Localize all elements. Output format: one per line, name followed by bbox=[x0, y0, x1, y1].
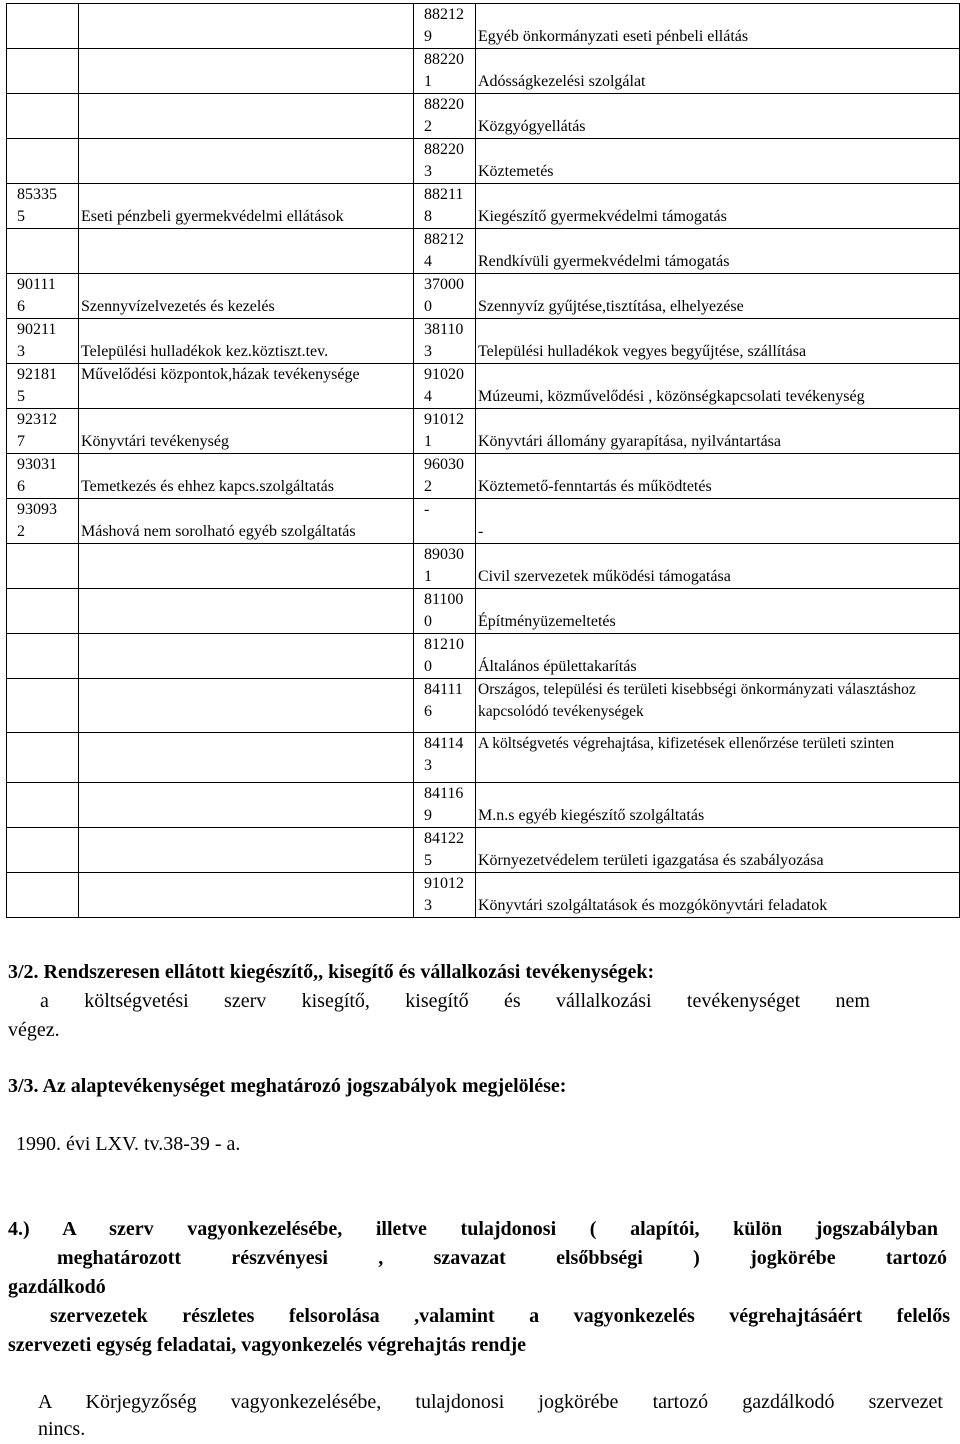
new-activity-desc-cell: M.n.s egyéb kiegészítő szolgáltatás bbox=[476, 783, 960, 828]
new-code-cell-part1: 88220 bbox=[424, 51, 464, 68]
old-activity-name-cell bbox=[79, 828, 414, 873]
old-code-cell bbox=[7, 544, 79, 589]
new-code-cell-part1: 84111 bbox=[424, 681, 463, 698]
old-code-cell-part2: 2 bbox=[17, 523, 25, 540]
table-row bbox=[7, 873, 960, 918]
new-activity-desc-cell: Könyvtári szolgáltatások és mozgókönyvtári feladatok bbox=[476, 873, 960, 918]
old-code-cell-part1: 92312 bbox=[17, 411, 57, 428]
old-activity-name-cell bbox=[79, 94, 414, 139]
old-code-cell bbox=[7, 4, 79, 49]
new-code-cell-part2: 9 bbox=[424, 28, 432, 45]
activity-codes-table bbox=[6, 3, 960, 918]
new-activity-desc-cell: Szennyvíz gyűjtése,tisztítása, elhelyezése bbox=[476, 274, 960, 319]
new-code-cell bbox=[414, 364, 476, 409]
new-code-cell bbox=[414, 184, 476, 229]
table-row bbox=[7, 634, 960, 679]
new-code-cell-part2: 2 bbox=[424, 118, 432, 135]
new-code-cell-part1: 88220 bbox=[424, 96, 464, 113]
new-code-cell-part2: - bbox=[424, 501, 430, 518]
old-activity-name-cell bbox=[79, 733, 414, 783]
new-code-cell-part1: 81210 bbox=[424, 636, 464, 653]
new-code-cell-part2: 3 bbox=[424, 757, 432, 774]
old-activity-name-cell: Könyvtári tevékenység bbox=[79, 409, 414, 454]
new-code-cell bbox=[414, 873, 476, 918]
new-code-cell-part1: 37000 bbox=[424, 276, 464, 293]
old-activity-name-cell bbox=[79, 544, 414, 589]
new-code-cell bbox=[414, 274, 476, 319]
old-code-cell bbox=[7, 634, 79, 679]
section-4-line1: 4.) A szerv vagyonkezelésébe, illetve tulajdonosi ( alapítói, külön jogszabályban bbox=[8, 1218, 938, 1240]
old-code-cell-part1: 90111 bbox=[17, 276, 56, 293]
table-row bbox=[7, 364, 960, 409]
old-activity-name-cell: Települési hulladékok kez.köztiszt.tev. bbox=[79, 319, 414, 364]
new-code-cell-part2: 5 bbox=[424, 852, 432, 869]
old-activity-name-cell bbox=[79, 873, 414, 918]
old-activity-name-cell: Temetkezés és ehhez kapcs.szolgáltatás bbox=[79, 454, 414, 499]
section-4-line4: szervezetek részletes felsorolása ,valamint a vagyonkezelés végrehajtásáért felelős bbox=[50, 1305, 950, 1327]
old-activity-name-cell bbox=[79, 634, 414, 679]
table-row bbox=[7, 783, 960, 828]
new-code-cell-part1: 84122 bbox=[424, 830, 464, 847]
section-4-line2: meghatározott részvényesi , szavazat elsőbbségi ) jogkörébe tartozó bbox=[57, 1247, 947, 1269]
table-row bbox=[7, 733, 960, 783]
new-code-cell-part2: 9 bbox=[424, 807, 432, 824]
new-activity-desc-cell: Egyéb önkormányzati eseti pénbeli ellátás bbox=[476, 4, 960, 49]
old-activity-name-cell bbox=[79, 679, 414, 733]
table-row bbox=[7, 454, 960, 499]
new-code-cell-part2: 0 bbox=[424, 613, 432, 630]
new-activity-desc-cell: Kiegészítő gyermekvédelmi támogatás bbox=[476, 184, 960, 229]
section-4-line5: szervezeti egység feladatai, vagyonkezelés végrehajtás rendje bbox=[8, 1334, 526, 1356]
old-code-cell bbox=[7, 499, 79, 544]
old-code-cell bbox=[7, 94, 79, 139]
new-code-cell-part2: 4 bbox=[424, 253, 432, 270]
section-3-3-text: 1990. évi LXV. tv.38-39 - a. bbox=[16, 1133, 241, 1155]
old-code-cell-part1: 93093 bbox=[17, 501, 57, 518]
new-code-cell-part1: 91020 bbox=[424, 366, 464, 383]
new-code-cell-part2: 8 bbox=[424, 208, 432, 225]
table-row bbox=[7, 544, 960, 589]
old-code-cell bbox=[7, 828, 79, 873]
new-activity-desc-cell: - bbox=[476, 499, 960, 544]
table-row bbox=[7, 94, 960, 139]
old-code-cell bbox=[7, 319, 79, 364]
new-code-cell-part1: 38110 bbox=[424, 321, 464, 338]
old-code-cell-part2: 6 bbox=[17, 478, 25, 495]
old-code-cell bbox=[7, 139, 79, 184]
old-activity-name-cell bbox=[79, 4, 414, 49]
new-code-cell bbox=[414, 783, 476, 828]
old-code-cell bbox=[7, 873, 79, 918]
table-row bbox=[7, 589, 960, 634]
new-code-cell-part2: 3 bbox=[424, 163, 432, 180]
table-row bbox=[7, 828, 960, 873]
table-row bbox=[7, 229, 960, 274]
table-row bbox=[7, 184, 960, 229]
section-3-2-line1: a költségvetési szerv kisegítő, kisegítő és vállalkozási tevékenységet nem bbox=[40, 990, 870, 1012]
table-row bbox=[7, 4, 960, 49]
old-code-cell bbox=[7, 454, 79, 499]
new-activity-desc-cell: Általános épülettakarítás bbox=[476, 634, 960, 679]
new-code-cell-part1: 84114 bbox=[424, 735, 464, 752]
new-activity-desc-cell: Köztemető-fenntartás és működtetés bbox=[476, 454, 960, 499]
new-code-cell bbox=[414, 94, 476, 139]
new-code-cell-part2: 6 bbox=[424, 703, 432, 720]
section-3-2-line2: végez. bbox=[8, 1019, 60, 1041]
table-row bbox=[7, 409, 960, 454]
new-code-cell-part2: 0 bbox=[424, 658, 432, 675]
old-activity-name-cell bbox=[79, 229, 414, 274]
old-code-cell bbox=[7, 49, 79, 94]
old-code-cell bbox=[7, 589, 79, 634]
new-code-cell-part1: 91012 bbox=[424, 411, 464, 428]
old-code-cell-part1: 93031 bbox=[17, 456, 57, 473]
old-code-cell-part2: 6 bbox=[17, 298, 25, 315]
old-code-cell bbox=[7, 733, 79, 783]
new-activity-desc-cell: A költségvetés végrehajtása, kifizetések ellenőrzése területi szinten bbox=[476, 733, 960, 783]
table-row bbox=[7, 49, 960, 94]
new-code-cell-part1: 88211 bbox=[424, 186, 464, 203]
new-code-cell-part2: 1 bbox=[424, 433, 432, 450]
new-activity-desc-cell: Környezetvédelem területi igazgatása és szabályozása bbox=[476, 828, 960, 873]
old-activity-name-cell: Művelődési központok,házak tevékenysége bbox=[79, 364, 414, 409]
new-code-cell-part1: 89030 bbox=[424, 546, 464, 563]
section-4-line3: gazdálkodó bbox=[8, 1276, 106, 1298]
new-code-cell bbox=[414, 319, 476, 364]
new-activity-desc-cell: Adósságkezelési szolgálat bbox=[476, 49, 960, 94]
new-code-cell bbox=[414, 634, 476, 679]
old-activity-name-cell bbox=[79, 139, 414, 184]
old-code-cell bbox=[7, 783, 79, 828]
table-row bbox=[7, 499, 960, 544]
old-code-cell bbox=[7, 229, 79, 274]
new-code-cell bbox=[414, 499, 476, 544]
new-code-cell-part1: 81100 bbox=[424, 591, 464, 608]
new-code-cell-part2: 4 bbox=[424, 388, 432, 405]
new-code-cell bbox=[414, 544, 476, 589]
section-4-text2: nincs. bbox=[38, 1418, 86, 1440]
new-code-cell bbox=[414, 733, 476, 783]
new-code-cell bbox=[414, 679, 476, 733]
activity-codes-body bbox=[7, 4, 960, 918]
new-code-cell bbox=[414, 589, 476, 634]
new-activity-desc-cell: Civil szervezetek működési támogatása bbox=[476, 544, 960, 589]
new-code-cell-part1: 96030 bbox=[424, 456, 464, 473]
new-code-cell bbox=[414, 454, 476, 499]
section-4-text1: A Körjegyzőség vagyonkezelésébe, tulajdonosi jogkörébe tartozó gazdálkodó szervezet bbox=[38, 1391, 943, 1413]
table-row bbox=[7, 274, 960, 319]
old-code-cell-part1: 85335 bbox=[17, 186, 57, 203]
new-activity-desc-cell: Közgyógyellátás bbox=[476, 94, 960, 139]
old-code-cell bbox=[7, 274, 79, 319]
new-code-cell bbox=[414, 828, 476, 873]
new-code-cell bbox=[414, 409, 476, 454]
old-activity-name-cell: Máshová nem sorolható egyéb szolgáltatás bbox=[79, 499, 414, 544]
table-row bbox=[7, 139, 960, 184]
new-activity-desc-cell: Rendkívüli gyermekvédelmi támogatás bbox=[476, 229, 960, 274]
new-code-cell-part2: 1 bbox=[424, 73, 432, 90]
new-code-cell-part1: 91012 bbox=[424, 875, 464, 892]
section-3-2-heading: 3/2. Rendszeresen ellátott kiegészítő,, kisegítő és vállalkozási tevékenységek: bbox=[8, 961, 655, 983]
old-activity-name-cell bbox=[79, 589, 414, 634]
new-code-cell bbox=[414, 229, 476, 274]
old-code-cell-part1: 92181 bbox=[17, 366, 57, 383]
old-code-cell-part2: 3 bbox=[17, 343, 25, 360]
old-code-cell bbox=[7, 679, 79, 733]
old-code-cell bbox=[7, 364, 79, 409]
new-activity-desc-cell: Országos, települési és területi kisebbségi önkormányzati választáshoz kapcsolódó tevékenységek bbox=[476, 679, 960, 733]
new-code-cell bbox=[414, 49, 476, 94]
old-activity-name-cell: Szennyvízelvezetés és kezelés bbox=[79, 274, 414, 319]
new-code-cell-part1: 88212 bbox=[424, 6, 464, 23]
old-code-cell-part2: 5 bbox=[17, 388, 25, 405]
old-code-cell-part1: 90211 bbox=[17, 321, 57, 338]
old-code-cell-part2: 5 bbox=[17, 208, 25, 225]
new-code-cell-part1: 88220 bbox=[424, 141, 464, 158]
new-activity-desc-cell: Építményüzemeltetés bbox=[476, 589, 960, 634]
new-code-cell-part2: 2 bbox=[424, 478, 432, 495]
old-activity-name-cell: Eseti pénzbeli gyermekvédelmi ellátások bbox=[79, 184, 414, 229]
table-row bbox=[7, 679, 960, 733]
old-activity-name-cell bbox=[79, 783, 414, 828]
new-code-cell bbox=[414, 4, 476, 49]
new-activity-desc-cell: Könyvtári állomány gyarapítása, nyilvántartása bbox=[476, 409, 960, 454]
new-code-cell-part2: 1 bbox=[424, 568, 432, 585]
old-activity-name-cell bbox=[79, 49, 414, 94]
new-activity-desc-cell: Köztemetés bbox=[476, 139, 960, 184]
new-code-cell-part1: 84116 bbox=[424, 785, 464, 802]
new-code-cell-part2: 0 bbox=[424, 298, 432, 315]
table-row bbox=[7, 319, 960, 364]
new-code-cell-part2: 3 bbox=[424, 897, 432, 914]
section-3-3-heading: 3/3. Az alaptevékenységet meghatározó jogszabályok megjelölése: bbox=[8, 1075, 567, 1097]
new-code-cell-part2: 3 bbox=[424, 343, 432, 360]
old-code-cell-part2: 7 bbox=[17, 433, 25, 450]
new-code-cell-part1: 88212 bbox=[424, 231, 464, 248]
old-code-cell bbox=[7, 184, 79, 229]
new-activity-desc-cell: Települési hulladékok vegyes begyűjtése, szállítása bbox=[476, 319, 960, 364]
old-code-cell bbox=[7, 409, 79, 454]
new-code-cell bbox=[414, 139, 476, 184]
new-activity-desc-cell: Múzeumi, közművelődési , közönségkapcsolati tevékenység bbox=[476, 364, 960, 409]
